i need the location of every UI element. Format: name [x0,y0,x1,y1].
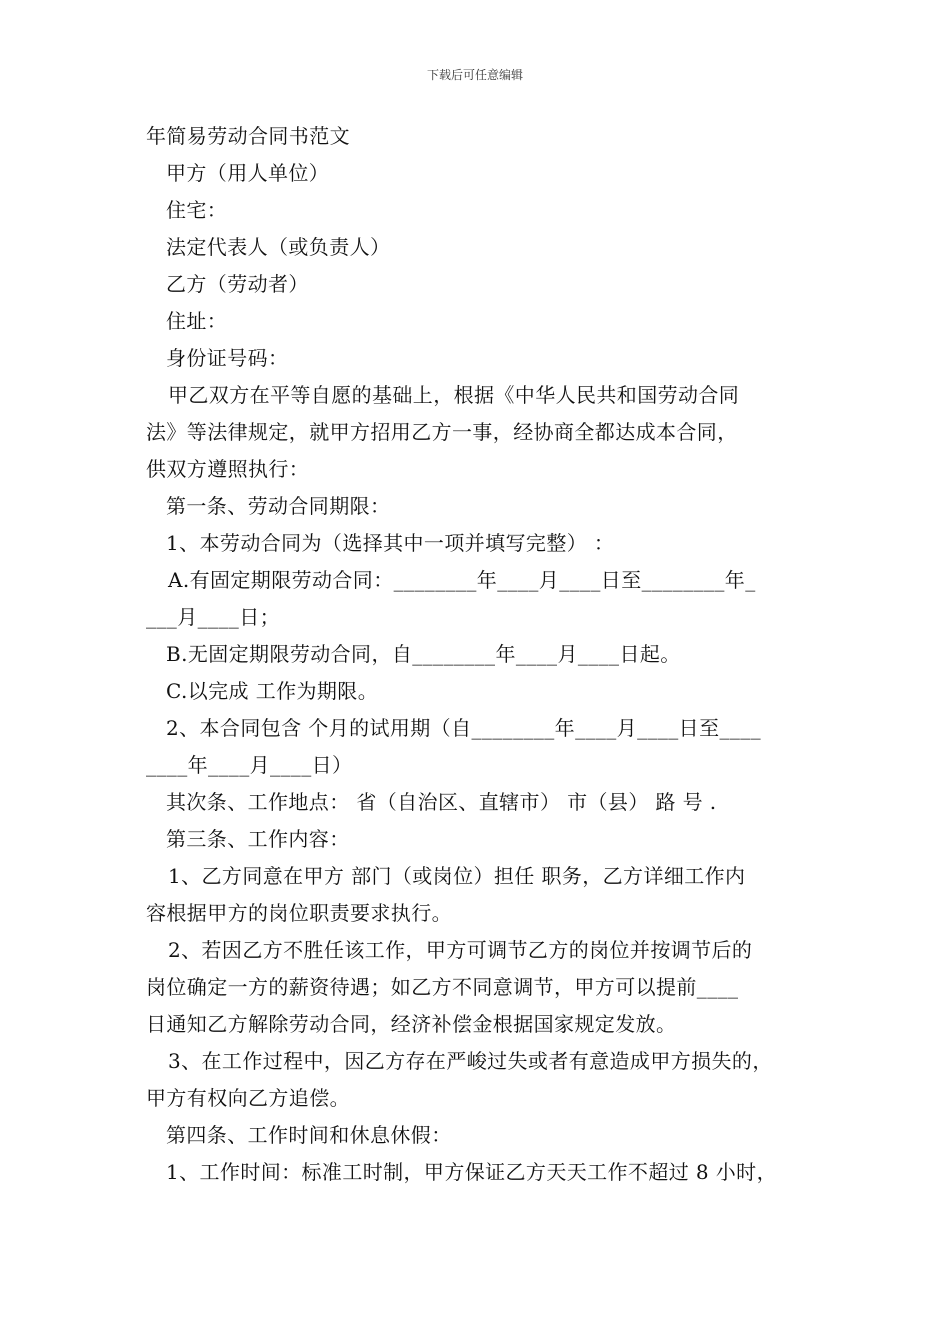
text-line: 身份证号码： [166,346,289,370]
text-line: 第一条、劳动合同期限： [166,494,391,518]
text-line: B.无固定期限劳动合同，自________年____月____日起。 [166,642,681,666]
text-line: 乙方（劳动者） [166,272,309,296]
text-line: 1、工作时间：标准工时制，甲方保证乙方天天工作不超过 8 小时， [166,1160,777,1184]
text-line: 法定代表人（或负责人） [166,235,391,259]
document-title: 年简易劳动合同书范文 [146,124,350,148]
text-line: 第三条、工作内容： [166,827,350,851]
text-line: 供双方遵照执行： [146,457,310,481]
text-line: 2、本合同包含 个月的试用期（自________年____月____日至____ [166,716,762,740]
text-line: 住宅： [166,198,228,222]
document-body [146,118,818,1191]
text-line: 2、若因乙方不胜任该工作，甲方可调节乙方的岗位并按调节后的 [168,938,753,962]
text-line: 法》等法律规定，就甲方招用乙方一事，经协商全都达成本合同， [146,420,738,444]
text-line: 岗位确定一方的薪资待遇；如乙方不同意调节，甲方可以提前____ [146,975,739,999]
text-line: 甲方（用人单位） [166,161,330,185]
text-line: C.以完成 工作为期限。 [166,679,379,703]
text-line: 第四条、工作时间和休息休假： [166,1123,452,1147]
text-line: 1、本劳动合同为（选择其中一项并填写完整） ： [166,531,615,555]
text-line: 1、乙方同意在甲方 部门（或岗位）担任 职务，乙方详细工作内 [168,864,746,888]
text-line: 日通知乙方解除劳动合同，经济补偿金根据国家规定发放。 [146,1012,677,1036]
text-line: 住址： [166,309,228,333]
text-line: 容根据甲方的岗位职责要求执行。 [146,901,452,925]
text-line: 其次条、工作地点： 省（自治区、直辖市） 市（县） 路 号 . [166,790,717,814]
text-line: 甲乙双方在平等自愿的基础上，根据《中华人民共和国劳动合同 [168,383,740,407]
text-line: ___月____日； [146,605,280,629]
text-line: ____年____月____日） [146,753,353,777]
text-line: 3、在工作过程中，因乙方存在严峻过失或者有意造成甲方损失的， [168,1049,773,1073]
text-line: 甲方有权向乙方追偿。 [146,1086,350,1110]
page-header: 下载后可任意编辑 [426,68,523,82]
text-line: A.有固定期限劳动合同：________年____月____日至________年_ [168,568,756,592]
